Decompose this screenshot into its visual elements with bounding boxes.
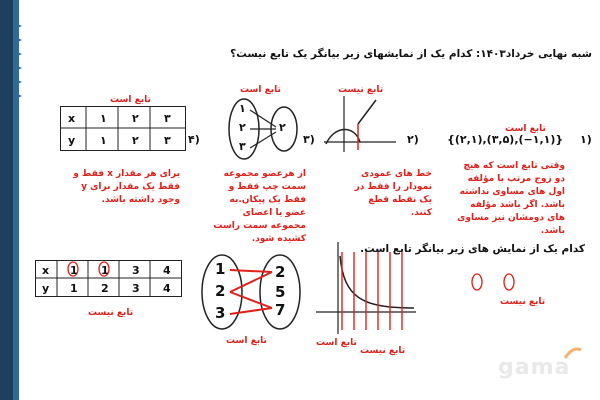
diagram-2-left: 3	[215, 304, 226, 322]
table-2-cell: 1	[70, 282, 78, 295]
left-sidebar-strip	[13, 0, 19, 400]
diagram-1-right: ۲	[279, 121, 286, 134]
arrow-icon	[13, 36, 22, 44]
logo-swoosh-icon	[563, 346, 583, 360]
table-2-cell: 3	[132, 264, 140, 277]
label-not-function-graph-2: تابع نیست	[360, 346, 406, 356]
graph-1	[320, 94, 400, 154]
ovals	[465, 270, 525, 296]
option-1-label: (۱	[580, 133, 592, 146]
table-1-cell: ۲	[132, 134, 139, 147]
diagram-2-left: 2	[215, 282, 226, 300]
graph-2	[310, 238, 420, 338]
table-1-cell: ۲	[132, 112, 139, 125]
table-1-head-y: y	[68, 134, 76, 147]
arrow-icon	[13, 50, 22, 58]
label-not-function-ovals: تابع نیست	[500, 297, 546, 307]
explanation-graph: خط های عمودی نمودار را فقط در یک نقطه قطع کنند.	[354, 169, 432, 218]
diagram-2-right: 7	[275, 301, 286, 319]
table-2-head-x: x	[42, 264, 50, 277]
diagram-1-left: ۲	[239, 121, 246, 134]
arrow-icon	[13, 92, 22, 100]
question-2-title: کدام یک از نمایش های زیر بیانگر تابع است.	[360, 243, 585, 255]
gama-logo: gama	[498, 355, 571, 380]
table-1-cell: ۱	[100, 112, 107, 125]
table-1-cell: ۱	[100, 134, 107, 147]
table-2-cell: 2	[101, 282, 109, 295]
table-2-cell: 1	[70, 264, 78, 277]
diagram-1-left: ۳	[239, 140, 246, 153]
table-2-head-y: y	[42, 282, 50, 295]
diagram-2-left: 1	[215, 260, 226, 278]
arrow-icon	[13, 78, 22, 86]
explanation-table: برای هر مقدار x فقط و فقط یک مقدار برای y وجود داشته باشد.	[73, 169, 180, 205]
option-4-label: (۴	[188, 133, 200, 146]
option-1-set: {(۲,۱),(۳,۵),(−۱,۱)}	[447, 133, 564, 146]
option-3-label: (۳	[303, 133, 315, 146]
arrow-icon	[13, 22, 22, 30]
label-function-table: تابع است	[110, 95, 151, 105]
label-function-diagram-2: تابع است	[226, 336, 267, 346]
table-1-cell: ۳	[164, 134, 171, 147]
label-not-function-graph: تابع نیست	[338, 85, 384, 95]
label-function-diagram: تابع است	[240, 85, 281, 95]
label-function-set: تابع است	[505, 124, 546, 134]
diagram-2-right: 5	[275, 283, 286, 301]
option-2-label: (۲	[407, 133, 419, 146]
left-sidebar-bar	[0, 0, 13, 400]
question-title: شبه نهایی خرداد۱۴۰۳: کدام یک از نمایشهای زیر بیانگر یک تابع نیست؟	[230, 48, 592, 60]
diagram-2-right: 2	[275, 263, 286, 281]
label-function-graph-2: تابع است	[316, 338, 357, 348]
explanation-set: وقتی تابع است که هیچ دو زوج مرتب با مؤلفه اول های مساوی نداشته باشد. اگر باشد مؤلفه های دومشان نیز مساوی باشد.	[457, 161, 565, 236]
table-2-cell: 3	[132, 282, 140, 295]
table-2-cell: 4	[163, 264, 171, 277]
arrow-icon	[13, 64, 22, 72]
table-1-head-x: x	[68, 112, 76, 125]
mapping-diagram-1	[222, 96, 302, 162]
explanation-diagram: از هرعضو مجموعه سمت چپ فقط و فقط یک پیکان.به عضو یا اعضای مجموعه سمت راست کشیده شود.	[213, 169, 306, 244]
table-1-cell: ۳	[164, 112, 171, 125]
diagram-1-left: ۱	[239, 102, 246, 115]
label-not-function-table-2: تابع نیست	[88, 308, 134, 318]
table-2-cell: 1	[101, 264, 109, 277]
table-2-cell: 4	[163, 282, 171, 295]
